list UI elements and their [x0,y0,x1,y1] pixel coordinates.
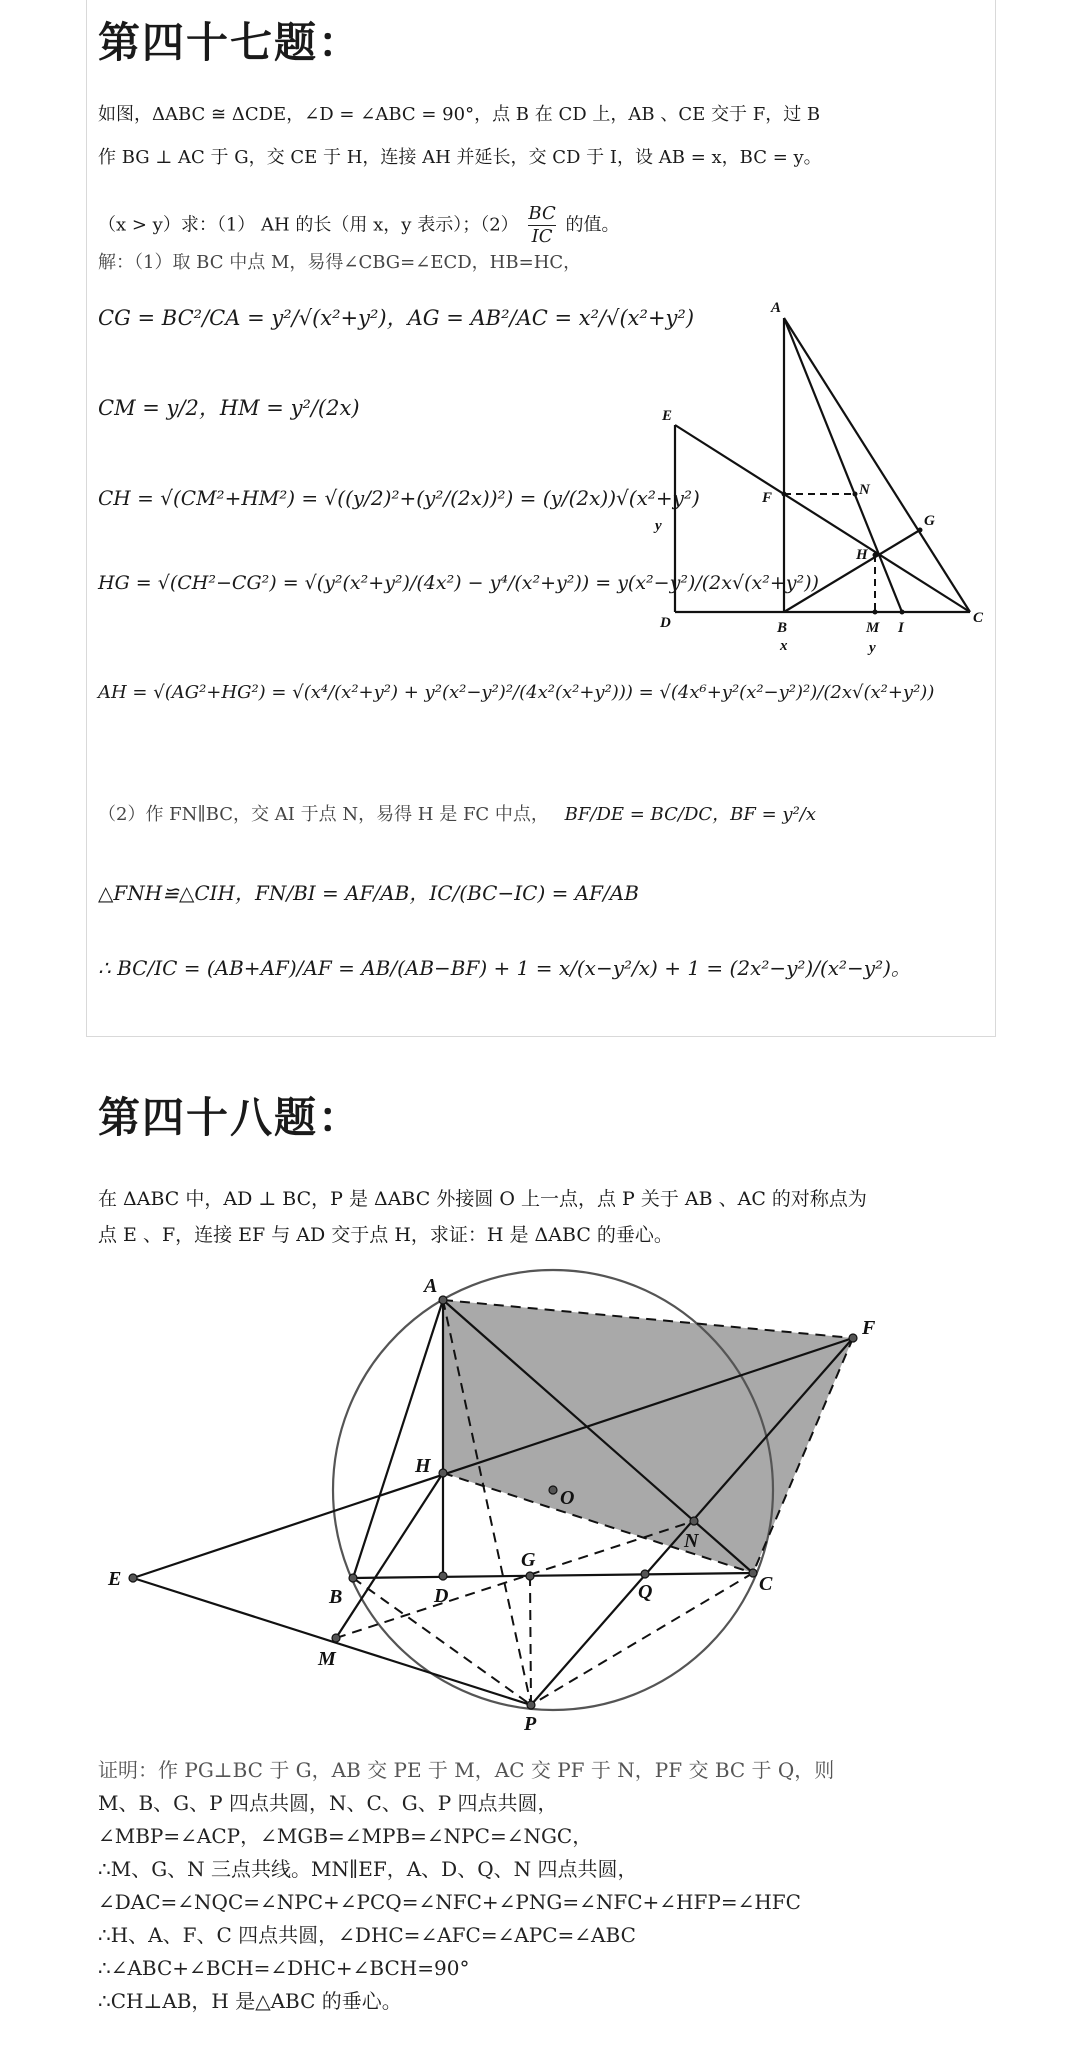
q48-label-A: A [424,1275,438,1297]
q47-label-C: C [973,610,984,626]
q48-proof-line-7: ∴∠ABC+∠BCH=∠DHC+∠BCH=90° [98,1956,470,1980]
q47-seg-AI [784,318,902,612]
q47-label-H: H [856,547,868,563]
q48-stem-line1: 在 ΔABC 中，AD ⊥ BC，P 是 ΔABC 外接圆 O 上一点，点 P 关于 AB 、AC 的对称点为 [98,1188,867,1210]
q48-seg-HM [336,1473,443,1638]
q47-label-N: N [859,482,870,498]
q48-label-E: E [108,1568,122,1590]
q47-ask-post: 的值。 [565,214,620,236]
q48-title: 第四十八题： [98,1093,363,1142]
q48-label-Q: Q [638,1581,653,1603]
q47-ask [98,203,619,248]
q47-label-F: F [762,490,773,506]
q47-label-B: B [777,620,788,636]
q48-label-C: C [759,1573,773,1595]
q47-eq-hg: HG = √(CH²−CG²) = √(y²(x²+y²)/(4x²) − y⁴/(x²+y²)) = y(x²−y²)/(2x√(x²+y²)) [98,572,819,594]
q47-label-M: M [866,620,880,636]
q48-shaded-region [443,1300,853,1573]
q48-stem-line2: 点 E 、F，连接 EF 与 AD 交于点 H，求证：H 是 ΔABC 的垂心。 [98,1224,673,1246]
q48-pt-A [439,1296,447,1304]
q47-stem-line2: 作 BG ⊥ AC 于 G，交 CE 于 H，连接 AH 并延长，交 CD 于 I，设 AB = x，BC = y。 [98,147,822,168]
q47-label-y-side: y [655,518,662,534]
q48-seg-PG [530,1576,531,1705]
q47-ask-frac-den: IC [531,226,553,247]
q47-solution-intro: 解：（1）取 BC 中点 M，易得∠CBG=∠ECD，HB=HC， [98,252,582,273]
q48-label-D: D [434,1585,449,1607]
q47-part2-text: （2）作 FN∥BC，交 AI 于点 N，易得 H 是 FC 中点， [98,804,549,825]
q48-proof-line-3: ∠MBP=∠ACP，∠MGB=∠MPB=∠NPC=∠NGC， [98,1824,593,1848]
q48-label-H: H [415,1455,431,1477]
q47-pt-F [782,492,787,497]
q48-proof-line-5: ∠DAC=∠NQC=∠NPC+∠PCQ=∠NFC+∠PNG=∠NFC+∠HFP=∠HFC [98,1890,801,1914]
q47-label-y-bottom: y [869,640,876,656]
q48-label-G: G [521,1549,536,1571]
q48-label-N: N [684,1530,699,1552]
q48-label-B: B [329,1586,343,1608]
q48-label-P: P [524,1713,537,1735]
q47-pt-G [918,528,923,533]
q47-eq-ah: AH = √(AG²+HG²) = √(x⁴/(x²+y²) + y²(x²−y²)²/(4x²(x²+y²))) = √(4x⁶+y²(x²−y²)²)/(2x√(x²+y²)) [98,682,935,703]
q48-pt-N [690,1517,698,1525]
q48-proof-line-4: ∴M、G、N 三点共线。MN∥EF，A、D、Q、N 四点共圆， [98,1857,638,1881]
q47-eq-bf: BF/DE = BC/DC，BF = y²/x [564,804,816,825]
q48-label-O: O [560,1487,575,1509]
q48-pt-G [526,1572,534,1580]
q48-label-F: F [862,1317,876,1339]
q47-pt-H [873,553,878,558]
q47-stem-line1: 如图，ΔABC ≅ ΔCDE，∠D = ∠ABC = 90°，点 B 在 CD 上，AB 、CE 交于 F，过 B [98,104,821,125]
q47-seg-AC [784,318,970,612]
q47-pt-M [873,610,878,615]
q47-ask-frac-num: BC [528,203,556,224]
q47-eq-similar: △FNH≌△CIH，FN/BI = AF/AB，IC/(BC−IC) = AF/AB [98,881,639,905]
q48-pt-D [439,1572,447,1580]
q48-seg-AB [353,1300,443,1578]
q48-pt-B [349,1574,357,1582]
q48-proof-line-8: ∴CH⊥AB，H 是△ABC 的垂心。 [98,1989,402,2013]
q47-label-G: G [924,513,935,529]
q47-figure [640,290,1010,670]
q47-label-I: I [898,620,904,636]
q48-pt-H [439,1469,447,1477]
q47-label-x: x [780,638,788,654]
q48-pt-O [549,1486,557,1494]
q47-pt-N [853,492,858,497]
q47-title: 第四十七题： [98,18,363,67]
q48-pt-E [129,1574,137,1582]
q48-seg-BC [353,1573,753,1578]
q47-eq-cm: CM = y/2，HM = y²/(2x) [98,396,360,420]
q48-pt-M [332,1634,340,1642]
q48-label-M: M [318,1648,336,1670]
q47-eq-ch: CH = √(CM²+HM²) = √((y/2)²+(y²/(2x))²) = (y/(2x))√(x²+y²) [98,486,700,510]
q48-pt-C [749,1569,757,1577]
q48-figure [100,1255,900,1735]
q47-eq-cg: CG = BC²/CA = y²/√(x²+y²)，AG = AB²/AC = x²/√(x²+y²) [98,306,695,330]
q47-label-A: A [771,300,782,316]
q47-part2-intro [98,802,816,828]
q47-ask-pre: （x > y）求：（1） AH 的长（用 x，y 表示）；（2） [98,214,519,236]
q48-proof-line-1: 证明：作 PG⊥BC 于 G，AB 交 PE 于 M，AC 交 PF 于 N，PF 交 BC 于 Q，则 [98,1758,835,1782]
q48-pt-Q [641,1570,649,1578]
q47-label-D: D [660,615,671,631]
q47-seg-BG [784,530,920,612]
q47-label-E: E [662,408,673,424]
q48-proof-line-2: M、B、G、P 四点共圆，N、C、G、P 四点共圆， [98,1791,558,1815]
q48-pt-P [527,1701,535,1709]
q47-pt-I [900,610,905,615]
q48-pt-F [849,1334,857,1342]
q47-eq-final: ∴ BC/IC = (AB+AF)/AF = AB/(AB−BF) + 1 = x/(x−y²/x) + 1 = (2x²−y²)/(x²−y²)。 [98,956,911,980]
q48-proof-line-6: ∴H、A、F、C 四点共圆，∠DHC=∠AFC=∠APC=∠ABC [98,1923,636,1947]
